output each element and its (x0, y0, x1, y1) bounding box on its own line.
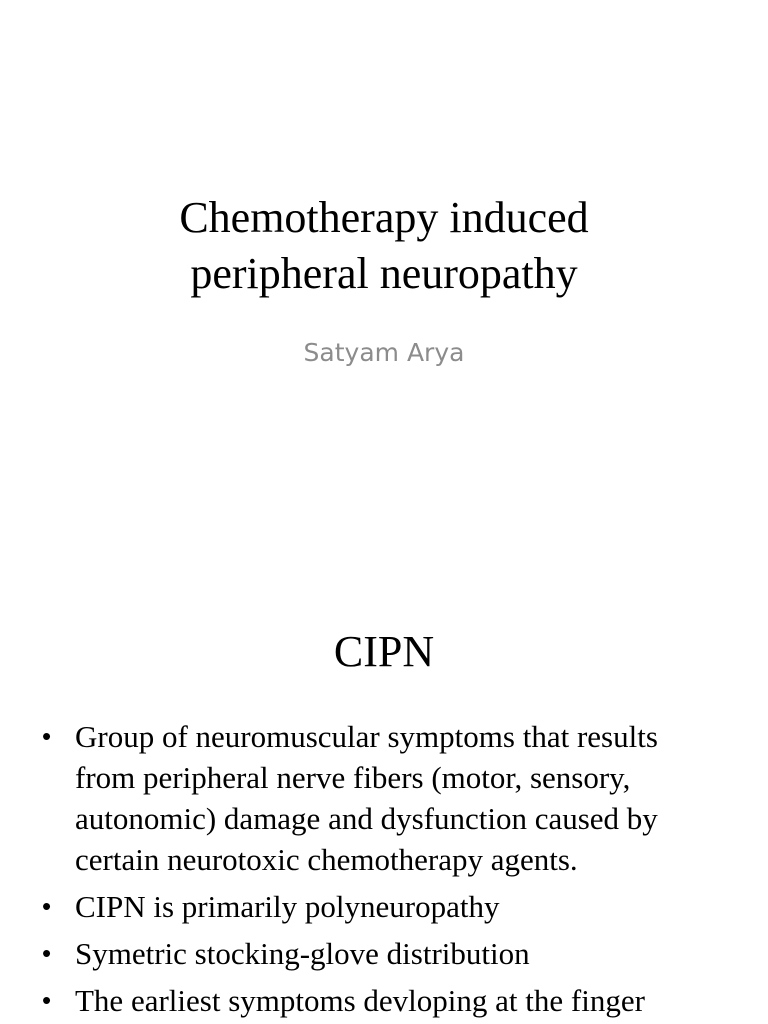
bullet-text-line: The earliest symptoms devloping at the finger (75, 983, 645, 1018)
bullet-icon: • (42, 985, 52, 1015)
bullet-item (0, 980, 768, 1021)
bullet-text-line: Symetric stocking-glove distribution (75, 936, 530, 971)
bullet-item (0, 716, 768, 880)
slide-heading: CIPN (333, 627, 435, 676)
bullet-text-line: autonomic) damage and dysfunction caused by (75, 801, 658, 836)
bullet-text-line: Group of neuromuscular symptoms that results (75, 719, 658, 754)
bullet-icon: • (42, 938, 52, 968)
title-line: peripheral neuropathy (190, 249, 578, 298)
bullet-text-line: CIPN is primarily polyneuropathy (75, 889, 500, 924)
bullet-item (0, 886, 768, 927)
bullet-text-line: certain neurotoxic chemotherapy agents. (75, 842, 578, 877)
presentation-title (0, 190, 768, 302)
author-subtitle: Satyam Arya (303, 338, 465, 367)
title-line: Chemotherapy induced (179, 193, 589, 242)
content-slide (0, 576, 768, 1024)
bullet-icon: • (42, 891, 52, 921)
bullet-item (0, 933, 768, 974)
bullet-text-line: from peripheral nerve fibers (motor, sensory, (75, 760, 631, 795)
bullet-list (0, 716, 768, 1024)
bullet-icon: • (42, 721, 52, 751)
